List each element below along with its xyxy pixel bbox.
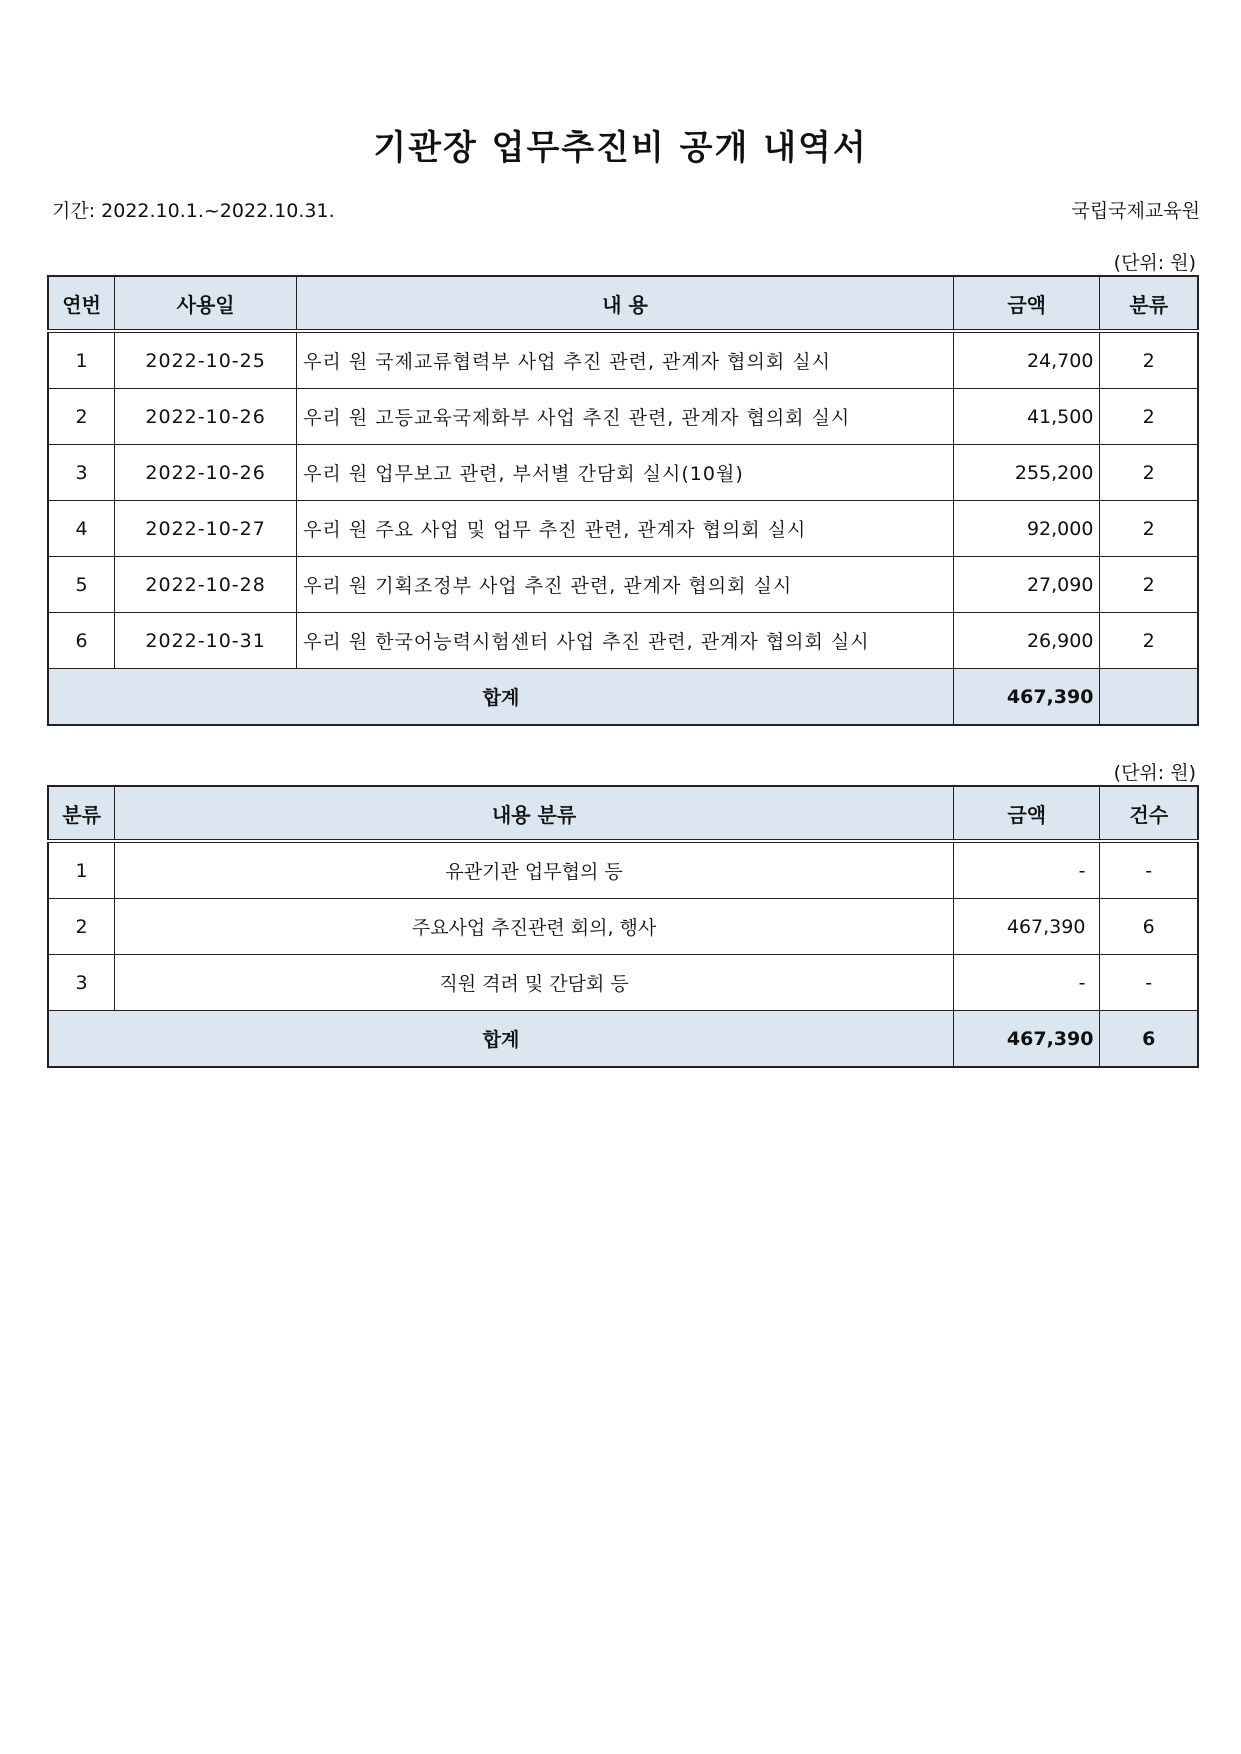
row-content: 우리 원 한국어능력시험센터 사업 추진 관련, 관계자 협의회 실시 (297, 613, 954, 669)
row-date: 2022-10-28 (115, 557, 297, 613)
row-no: 2 (48, 389, 115, 445)
row-amount: 24,700 (953, 331, 1100, 389)
row-content: 우리 원 국제교류협력부 사업 추진 관련, 관계자 협의회 실시 (297, 331, 954, 389)
row-count: 6 (1100, 899, 1198, 955)
unit-label: (단위: 원) (1113, 252, 1196, 274)
table-row (48, 389, 1198, 445)
total-category (1100, 669, 1198, 726)
header-no: 연번 (48, 276, 115, 331)
row-amount: 92,000 (953, 501, 1100, 557)
row-content: 우리 원 기획조정부 사업 추진 관련, 관계자 협의회 실시 (297, 557, 954, 613)
row-date: 2022-10-25 (115, 331, 297, 389)
unit-label: (단위: 원) (1113, 762, 1196, 784)
total-amount: 467,390 (953, 669, 1100, 726)
header-content: 내 용 (297, 276, 954, 331)
row-content: 우리 원 고등교육국제화부 사업 추진 관련, 관계자 협의회 실시 (297, 389, 954, 445)
row-category: 2 (1100, 445, 1198, 501)
row-category: 2 (1100, 613, 1198, 669)
total-label: 합계 (48, 669, 953, 726)
table-row (48, 613, 1198, 669)
row-date: 2022-10-31 (115, 613, 297, 669)
table-row (48, 501, 1198, 557)
header-description: 내용 분류 (115, 786, 954, 841)
header-count: 건수 (1100, 786, 1198, 841)
row-description: 주요사업 추진관련 회의, 행사 (115, 899, 954, 955)
row-amount: 255,200 (953, 445, 1100, 501)
table-row (48, 557, 1198, 613)
row-amount: - (953, 955, 1100, 1011)
table-row (48, 331, 1198, 389)
row-amount: - (953, 841, 1100, 899)
organization-name: 국립국제교육원 (1071, 200, 1200, 222)
total-row (48, 1011, 1198, 1068)
row-no: 3 (48, 445, 115, 501)
row-date: 2022-10-26 (115, 389, 297, 445)
total-count: 6 (1100, 1011, 1198, 1068)
header-amount: 금액 (953, 276, 1100, 331)
row-category: 3 (48, 955, 115, 1011)
table-row (48, 841, 1198, 899)
row-date: 2022-10-26 (115, 445, 297, 501)
table-header-row (48, 786, 1198, 841)
row-date: 2022-10-27 (115, 501, 297, 557)
header-category: 분류 (48, 786, 115, 841)
row-category: 2 (1100, 501, 1198, 557)
document-title: 기관장 업무추진비 공개 내역서 (373, 128, 868, 168)
total-label: 합계 (48, 1011, 953, 1068)
header-amount: 금액 (953, 786, 1100, 841)
row-category: 2 (1100, 331, 1198, 389)
row-amount: 26,900 (953, 613, 1100, 669)
row-count: - (1100, 955, 1198, 1011)
row-no: 1 (48, 331, 115, 389)
header-category: 분류 (1100, 276, 1198, 331)
row-no: 5 (48, 557, 115, 613)
total-amount: 467,390 (953, 1011, 1100, 1068)
row-category: 2 (48, 899, 115, 955)
row-content: 우리 원 주요 사업 및 업무 추진 관련, 관계자 협의회 실시 (297, 501, 954, 557)
row-amount: 41,500 (953, 389, 1100, 445)
row-content: 우리 원 업무보고 관련, 부서별 간담회 실시(10월) (297, 445, 954, 501)
row-no: 6 (48, 613, 115, 669)
total-row (48, 669, 1198, 726)
category-summary-table (47, 785, 1199, 1068)
row-category: 2 (1100, 557, 1198, 613)
expense-table (47, 275, 1199, 726)
row-no: 4 (48, 501, 115, 557)
row-amount: 27,090 (953, 557, 1100, 613)
row-description: 직원 격려 및 간담회 등 (115, 955, 954, 1011)
period-label: 기간: 2022.10.1.~2022.10.31. (52, 200, 335, 222)
table-header-row (48, 276, 1198, 331)
table-row (48, 955, 1198, 1011)
row-count: - (1100, 841, 1198, 899)
row-amount: 467,390 (953, 899, 1100, 955)
row-category: 2 (1100, 389, 1198, 445)
row-category: 1 (48, 841, 115, 899)
header-date: 사용일 (115, 276, 297, 331)
row-description: 유관기관 업무협의 등 (115, 841, 954, 899)
table-row (48, 899, 1198, 955)
table-row (48, 445, 1198, 501)
